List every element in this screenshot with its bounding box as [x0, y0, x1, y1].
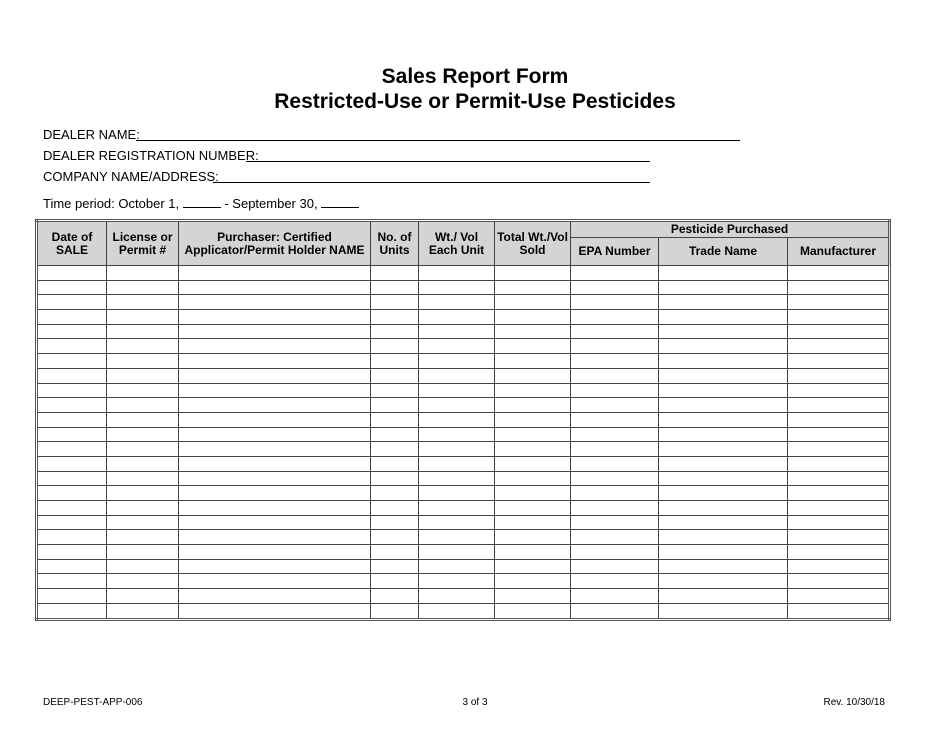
time-period-label: Time period:	[43, 196, 115, 211]
table-cell[interactable]	[371, 368, 419, 383]
company-name-label: COMPANY NAME/ADDRESS:	[43, 169, 219, 184]
table-cell[interactable]	[107, 559, 179, 574]
table-cell[interactable]	[571, 280, 659, 295]
table-cell[interactable]	[659, 589, 788, 604]
table-cell[interactable]	[419, 574, 495, 589]
table-cell[interactable]	[495, 530, 571, 545]
table-cell[interactable]	[571, 589, 659, 604]
company-name-input-line[interactable]	[213, 182, 650, 183]
revision-date: Rev. 10/30/18	[823, 697, 885, 708]
dealer-name-input-line[interactable]	[136, 140, 740, 141]
table-row	[37, 310, 890, 325]
end-year-blank[interactable]	[321, 197, 359, 208]
table-cell[interactable]	[495, 280, 571, 295]
table-cell[interactable]	[371, 295, 419, 310]
table-cell[interactable]	[179, 280, 371, 295]
table-cell[interactable]	[571, 559, 659, 574]
table-row	[37, 398, 890, 413]
table-cell[interactable]	[107, 368, 179, 383]
table-cell[interactable]	[788, 295, 890, 310]
table-cell[interactable]	[179, 456, 371, 471]
table-cell[interactable]	[107, 515, 179, 530]
table-cell[interactable]	[37, 368, 107, 383]
table-cell[interactable]	[495, 339, 571, 354]
table-cell[interactable]	[571, 310, 659, 325]
table-cell[interactable]	[37, 266, 107, 281]
table-cell[interactable]	[571, 442, 659, 457]
table-cell[interactable]	[571, 324, 659, 339]
table-cell[interactable]	[179, 383, 371, 398]
table-cell[interactable]	[495, 266, 571, 281]
table-cell[interactable]	[788, 456, 890, 471]
table-cell[interactable]	[419, 295, 495, 310]
table-cell[interactable]	[571, 354, 659, 369]
table-cell[interactable]	[419, 486, 495, 501]
table-cell[interactable]	[571, 574, 659, 589]
table-cell[interactable]	[371, 442, 419, 457]
time-period-start: October 1,	[118, 196, 180, 211]
sales-table	[35, 219, 891, 621]
table-cell[interactable]	[571, 545, 659, 560]
table-cell[interactable]	[495, 603, 571, 619]
table-cell[interactable]	[371, 545, 419, 560]
table-cell[interactable]	[179, 266, 371, 281]
table-cell[interactable]	[107, 589, 179, 604]
table-cell[interactable]	[371, 486, 419, 501]
table-cell[interactable]	[419, 501, 495, 516]
table-cell[interactable]	[495, 310, 571, 325]
table-cell[interactable]	[107, 398, 179, 413]
table-cell[interactable]	[419, 412, 495, 427]
table-cell[interactable]	[179, 324, 371, 339]
table-row	[37, 501, 890, 516]
table-row	[37, 339, 890, 354]
table-cell[interactable]	[659, 398, 788, 413]
table-cell[interactable]	[37, 530, 107, 545]
table-cell[interactable]	[419, 427, 495, 442]
table-cell[interactable]	[107, 280, 179, 295]
table-cell[interactable]	[659, 486, 788, 501]
table-cell[interactable]	[37, 324, 107, 339]
table-row	[37, 354, 890, 369]
table-cell[interactable]	[788, 589, 890, 604]
table-row	[37, 295, 890, 310]
table-cell[interactable]	[659, 530, 788, 545]
table-cell[interactable]	[179, 471, 371, 486]
table-cell[interactable]	[659, 559, 788, 574]
table-cell[interactable]	[659, 383, 788, 398]
table-cell[interactable]	[107, 501, 179, 516]
table-cell[interactable]	[659, 427, 788, 442]
table-cell[interactable]	[788, 324, 890, 339]
table-cell[interactable]	[571, 530, 659, 545]
table-cell[interactable]	[571, 486, 659, 501]
table-cell[interactable]	[571, 368, 659, 383]
table-row	[37, 574, 890, 589]
table-row	[37, 427, 890, 442]
table-cell[interactable]	[179, 589, 371, 604]
table-cell[interactable]	[659, 442, 788, 457]
table-cell[interactable]	[788, 442, 890, 457]
table-cell[interactable]	[788, 412, 890, 427]
table-cell[interactable]	[495, 368, 571, 383]
table-cell[interactable]	[107, 412, 179, 427]
col-trade-name: Trade Name	[659, 238, 788, 266]
dealer-registration-input-line[interactable]	[246, 161, 650, 162]
table-cell[interactable]	[495, 501, 571, 516]
table-row	[37, 545, 890, 560]
table-cell[interactable]	[659, 456, 788, 471]
table-cell[interactable]	[495, 442, 571, 457]
table-cell[interactable]	[788, 339, 890, 354]
table-cell[interactable]	[419, 310, 495, 325]
table-cell[interactable]	[37, 471, 107, 486]
table-cell[interactable]	[37, 310, 107, 325]
table-cell[interactable]	[371, 310, 419, 325]
table-cell[interactable]	[788, 545, 890, 560]
table-cell[interactable]	[107, 324, 179, 339]
table-cell[interactable]	[495, 354, 571, 369]
table-cell[interactable]	[495, 456, 571, 471]
table-cell[interactable]	[179, 295, 371, 310]
table-cell[interactable]	[419, 515, 495, 530]
table-row	[37, 515, 890, 530]
table-cell[interactable]	[107, 456, 179, 471]
table-cell[interactable]	[107, 471, 179, 486]
table-cell[interactable]	[37, 574, 107, 589]
table-cell[interactable]	[495, 398, 571, 413]
table-cell[interactable]	[788, 383, 890, 398]
table-cell[interactable]	[571, 383, 659, 398]
table-cell[interactable]	[179, 339, 371, 354]
table-cell[interactable]	[371, 530, 419, 545]
start-year-blank[interactable]	[183, 197, 221, 208]
table-cell[interactable]	[179, 559, 371, 574]
table-cell[interactable]	[107, 427, 179, 442]
dealer-name-label: DEALER NAME:	[43, 127, 140, 142]
table-cell[interactable]	[571, 471, 659, 486]
table-cell[interactable]	[495, 295, 571, 310]
table-cell[interactable]	[37, 545, 107, 560]
table-cell[interactable]	[659, 412, 788, 427]
time-period	[43, 196, 359, 212]
table-cell[interactable]	[179, 442, 371, 457]
table-cell[interactable]	[107, 339, 179, 354]
table-cell[interactable]	[788, 574, 890, 589]
table-row	[37, 412, 890, 427]
table-cell[interactable]	[107, 310, 179, 325]
table-cell[interactable]	[179, 354, 371, 369]
table-cell[interactable]	[419, 456, 495, 471]
table-cell[interactable]	[371, 412, 419, 427]
dealer-registration-label: DEALER REGISTRATION NUMBER:	[43, 148, 259, 163]
table-cell[interactable]	[659, 324, 788, 339]
table-cell[interactable]	[659, 339, 788, 354]
table-cell[interactable]	[659, 280, 788, 295]
table-cell[interactable]	[37, 280, 107, 295]
table-cell[interactable]	[371, 456, 419, 471]
table-cell[interactable]	[788, 559, 890, 574]
table-cell[interactable]	[179, 574, 371, 589]
table-cell[interactable]	[371, 574, 419, 589]
table-cell[interactable]	[495, 486, 571, 501]
table-cell[interactable]	[371, 501, 419, 516]
table-cell[interactable]	[571, 501, 659, 516]
table-cell[interactable]	[659, 471, 788, 486]
table-cell[interactable]	[659, 545, 788, 560]
table-row	[37, 471, 890, 486]
table-cell[interactable]	[571, 412, 659, 427]
table-cell[interactable]	[179, 530, 371, 545]
table-cell[interactable]	[571, 456, 659, 471]
table-cell[interactable]	[788, 354, 890, 369]
table-cell[interactable]	[37, 456, 107, 471]
table-cell[interactable]	[495, 589, 571, 604]
table-row	[37, 280, 890, 295]
table-cell[interactable]	[788, 368, 890, 383]
table-cell[interactable]	[419, 530, 495, 545]
table-cell[interactable]	[788, 398, 890, 413]
table-cell[interactable]	[571, 427, 659, 442]
table-cell[interactable]	[179, 603, 371, 619]
table-cell[interactable]	[371, 339, 419, 354]
table-cell[interactable]	[371, 383, 419, 398]
table-cell[interactable]	[788, 501, 890, 516]
table-cell[interactable]	[571, 515, 659, 530]
table-cell[interactable]	[107, 545, 179, 560]
table-cell[interactable]	[371, 324, 419, 339]
table-cell[interactable]	[179, 427, 371, 442]
table-cell[interactable]	[495, 412, 571, 427]
table-cell[interactable]	[788, 530, 890, 545]
table-cell[interactable]	[371, 589, 419, 604]
table-cell[interactable]	[495, 515, 571, 530]
table-cell[interactable]	[107, 295, 179, 310]
table-cell[interactable]	[179, 398, 371, 413]
table-row	[37, 456, 890, 471]
table-cell[interactable]	[495, 324, 571, 339]
col-manufacturer: Manufacturer	[788, 238, 890, 266]
table-cell[interactable]	[37, 383, 107, 398]
table-cell[interactable]	[107, 354, 179, 369]
table-cell[interactable]	[179, 310, 371, 325]
table-cell[interactable]	[179, 412, 371, 427]
table-cell[interactable]	[371, 603, 419, 619]
table-cell[interactable]	[37, 398, 107, 413]
table-cell[interactable]	[37, 486, 107, 501]
table-cell[interactable]	[419, 471, 495, 486]
table-cell[interactable]	[107, 603, 179, 619]
table-cell[interactable]	[659, 501, 788, 516]
form-subtitle: Restricted-Use or Permit-Use Pesticides	[274, 90, 676, 113]
form-id: DEEP-PEST-APP-006	[43, 697, 143, 708]
table-cell[interactable]	[37, 354, 107, 369]
table-cell[interactable]	[37, 515, 107, 530]
table-cell[interactable]	[419, 368, 495, 383]
table-cell[interactable]	[37, 559, 107, 574]
table-cell[interactable]	[371, 266, 419, 281]
table-cell[interactable]	[495, 383, 571, 398]
table-cell[interactable]	[788, 427, 890, 442]
table-cell[interactable]	[788, 280, 890, 295]
table-cell[interactable]	[419, 354, 495, 369]
table-cell[interactable]	[659, 266, 788, 281]
table-cell[interactable]	[571, 295, 659, 310]
table-cell[interactable]	[495, 574, 571, 589]
table-cell[interactable]	[371, 398, 419, 413]
col-purchaser-name: Purchaser: Certified Applicator/Permit Holder NAME	[179, 221, 371, 266]
table-cell[interactable]	[659, 354, 788, 369]
table-row	[37, 442, 890, 457]
table-cell[interactable]	[659, 574, 788, 589]
table-cell[interactable]	[495, 427, 571, 442]
table-cell[interactable]	[788, 515, 890, 530]
col-date-of-sale: Date of SALE	[37, 221, 107, 266]
table-row	[37, 559, 890, 574]
form-title: Sales Report Form	[381, 65, 569, 88]
table-cell[interactable]	[419, 398, 495, 413]
table-cell[interactable]	[419, 603, 495, 619]
col-group-pesticide-purchased: Pesticide Purchased	[571, 221, 890, 238]
table-cell[interactable]	[659, 515, 788, 530]
table-cell[interactable]	[419, 280, 495, 295]
table-row	[37, 589, 890, 604]
table-row	[37, 368, 890, 383]
table-cell[interactable]	[37, 501, 107, 516]
col-wt-vol-each: Wt./ Vol Each Unit	[419, 221, 495, 266]
table-cell[interactable]	[107, 266, 179, 281]
table-cell[interactable]	[37, 603, 107, 619]
table-cell[interactable]	[419, 339, 495, 354]
col-no-of-units: No. of Units	[371, 221, 419, 266]
table-cell[interactable]	[37, 427, 107, 442]
table-row	[37, 383, 890, 398]
table-cell[interactable]	[371, 354, 419, 369]
table-cell[interactable]	[37, 589, 107, 604]
table-cell[interactable]	[495, 471, 571, 486]
table-cell[interactable]	[371, 280, 419, 295]
table-cell[interactable]	[788, 603, 890, 619]
table-cell[interactable]	[419, 589, 495, 604]
table-row	[37, 486, 890, 501]
table-cell[interactable]	[659, 368, 788, 383]
table-cell[interactable]	[107, 486, 179, 501]
table-cell[interactable]	[419, 559, 495, 574]
table-cell[interactable]	[571, 603, 659, 619]
table-cell[interactable]	[419, 324, 495, 339]
time-period-end: - September 30,	[224, 196, 318, 211]
table-row	[37, 530, 890, 545]
table-cell[interactable]	[371, 427, 419, 442]
table-cell[interactable]	[419, 383, 495, 398]
table-cell[interactable]	[571, 398, 659, 413]
page-number: 3 of 3	[462, 697, 488, 708]
table-cell[interactable]	[371, 559, 419, 574]
table-cell[interactable]	[179, 515, 371, 530]
table-cell[interactable]	[419, 266, 495, 281]
table-row	[37, 324, 890, 339]
table-cell[interactable]	[495, 545, 571, 560]
table-cell[interactable]	[788, 486, 890, 501]
table-cell[interactable]	[419, 545, 495, 560]
table-cell[interactable]	[107, 574, 179, 589]
table-cell[interactable]	[37, 295, 107, 310]
table-cell[interactable]	[179, 486, 371, 501]
table-cell[interactable]	[571, 339, 659, 354]
table-cell[interactable]	[107, 530, 179, 545]
table-cell[interactable]	[659, 310, 788, 325]
table-cell[interactable]	[571, 266, 659, 281]
table-cell[interactable]	[107, 383, 179, 398]
table-cell[interactable]	[179, 545, 371, 560]
table-row	[37, 266, 890, 281]
table-cell[interactable]	[371, 471, 419, 486]
table-cell[interactable]	[37, 339, 107, 354]
table-cell[interactable]	[371, 515, 419, 530]
table-cell[interactable]	[659, 603, 788, 619]
table-row	[37, 603, 890, 619]
table-cell[interactable]	[37, 412, 107, 427]
table-cell[interactable]	[179, 368, 371, 383]
table-cell[interactable]	[788, 310, 890, 325]
col-license-permit: License or Permit #	[107, 221, 179, 266]
table-cell[interactable]	[659, 295, 788, 310]
col-total-wt-vol: Total Wt./Vol Sold	[495, 221, 571, 266]
table-cell[interactable]	[788, 266, 890, 281]
col-epa-number: EPA Number	[571, 238, 659, 266]
table-cell[interactable]	[419, 442, 495, 457]
table-cell[interactable]	[107, 442, 179, 457]
table-cell[interactable]	[788, 471, 890, 486]
table-cell[interactable]	[495, 559, 571, 574]
table-cell[interactable]	[179, 501, 371, 516]
table-cell[interactable]	[37, 442, 107, 457]
